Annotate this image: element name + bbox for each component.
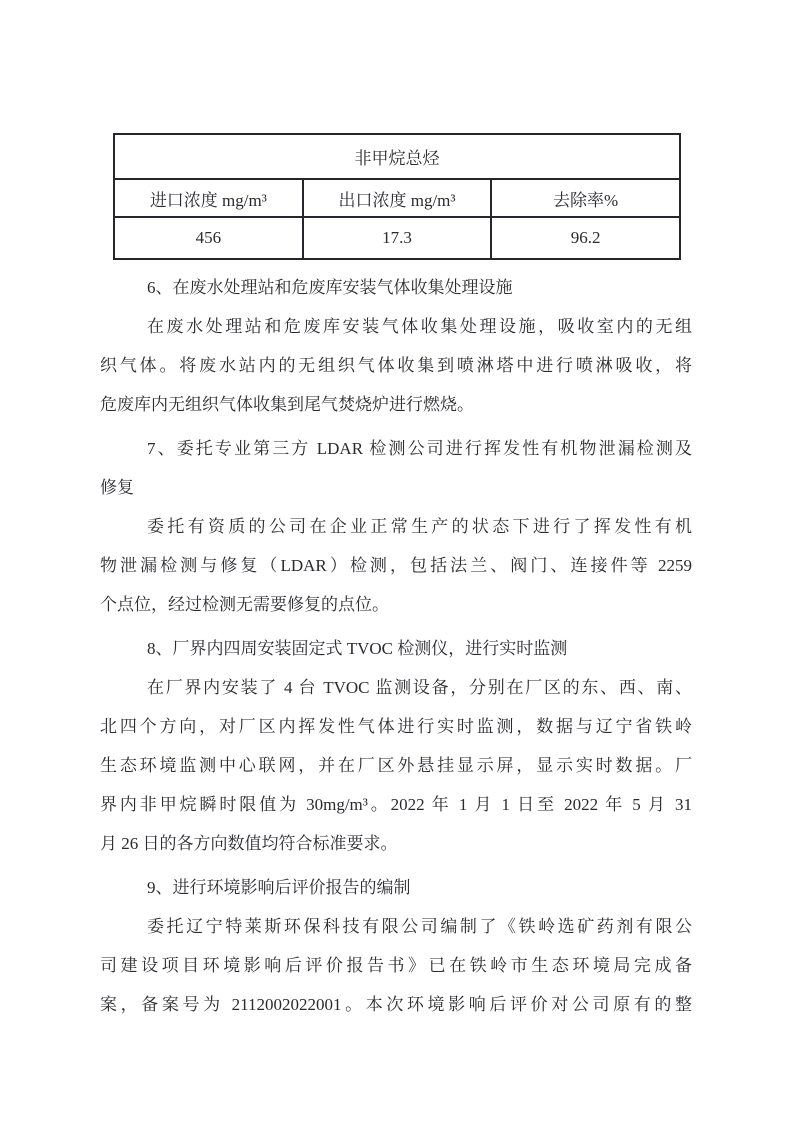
text-line: 司建设项目环境影响后评价报告书》已在铁岭市生态环境局完成备 [100, 956, 692, 975]
section-6-gas-collection [100, 268, 692, 424]
table-value-inlet-concentration: 456 [114, 217, 303, 259]
text-line: 在厂界内安装了 4 台 TVOC 监测设备，分别在厂区的东、西、南、 [147, 678, 692, 697]
text-line: 在废水处理站和危废库安装气体收集处理设施，吸收室内的无组 [147, 317, 692, 336]
text-line: 案，备案号为 2112002022001。本次环境影响后评价对公司原有的整 [100, 995, 692, 1014]
section-8-tvoc-monitoring [100, 629, 692, 863]
text-line: 物泄漏检测与修复（LDAR）检测，包括法兰、阀门、连接件等 2259 [100, 556, 692, 575]
section-heading: 9、进行环境影响后评价报告的编制 [147, 878, 411, 897]
section-heading: 7、委托专业第三方 LDAR 检测公司进行挥发性有机物泄漏检测及 [147, 439, 692, 458]
table-header-outlet-concentration: 出口浓度 mg/m³ [303, 179, 492, 217]
text-line: 委托有资质的公司在企业正常生产的状态下进行了挥发性有机 [147, 517, 692, 536]
section-heading: 6、在废水处理站和危废库安装气体收集处理设施 [147, 278, 513, 297]
text-line: 界内非甲烷瞬时限值为 30mg/m³。2022 年 1 月 1 日至 2022 年 5 月 31 [100, 795, 692, 814]
section-heading-continued: 修复 [100, 478, 134, 497]
table-value-removal-rate: 96.2 [491, 217, 680, 259]
text-line: 危废库内无组织气体收集到尾气焚烧炉进行燃烧。 [100, 395, 474, 414]
section-heading: 8、厂界内四周安装固定式 TVOC 检测仪，进行实时监测 [147, 639, 568, 658]
table-header-removal-rate: 去除率% [491, 179, 680, 217]
table-title-cell: 非甲烷总烃 [114, 134, 680, 179]
text-line: 织气体。将废水站内的无组织气体收集到喷淋塔中进行喷淋吸收，将 [100, 356, 692, 375]
text-line: 生态环境监测中心联网，并在厂区外悬挂显示屏，显示实时数据。厂 [100, 756, 692, 775]
text-line: 北四个方向，对厂区内挥发性气体进行实时监测，数据与辽宁省铁岭 [100, 717, 692, 736]
text-line: 月 26 日的各方向数值均符合标准要求。 [100, 834, 398, 853]
table-header-inlet-concentration: 进口浓度 mg/m³ [114, 179, 303, 217]
text-line: 委托辽宁特莱斯环保科技有限公司编制了《铁岭选矿药剂有限公 [147, 917, 692, 936]
section-7-ldar-testing [100, 429, 692, 624]
table-value-outlet-concentration: 17.3 [303, 217, 492, 259]
text-line: 个点位，经过检测无需要修复的点位。 [100, 595, 389, 614]
section-9-post-eia-report [100, 868, 692, 1024]
document-body [100, 268, 692, 1024]
nmhc-results-table [113, 133, 681, 260]
